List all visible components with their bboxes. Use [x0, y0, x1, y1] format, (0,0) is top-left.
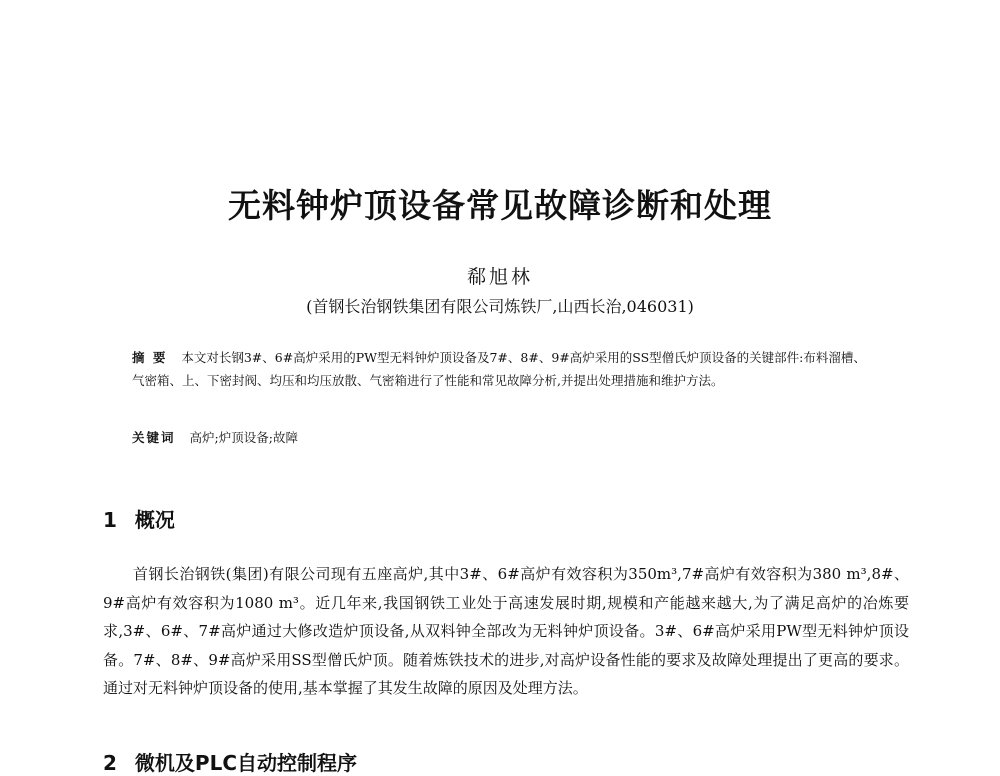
keywords-text: 高炉;炉顶设备;故障: [189, 430, 298, 445]
paper-title: 无料钟炉顶设备常见故障诊断和处理: [228, 186, 772, 225]
keywords-label: 关键词: [132, 430, 176, 445]
keywords: [132, 426, 872, 449]
section-number: 1: [103, 508, 117, 532]
abstract-text: 本文对长钢3#、6#高炉采用的PW型无料钟炉顶设备及7#、8#、9#高炉采用的SS型僧氏炉顶设备的关键部件:布料溜槽、气密箱、上、下密封阀、均压和均压放散、气密箱进行了性能和常见故障分析,并提出处理措施和维护方法。: [132, 350, 866, 388]
abstract-label: 摘 要: [132, 350, 168, 365]
section-number: 2: [103, 751, 117, 775]
author-affiliation: (首钢长治钢铁集团有限公司炼铁厂,山西长治,046031): [306, 297, 694, 316]
author-name: 郗旭林: [466, 266, 533, 288]
section-paragraph: 首钢长治钢铁(集团)有限公司现有五座高炉,其中3#、6#高炉有效容积为350m³,7#高炉有效容积为380 m³,8#、9#高炉有效容积为1080 m³。近几年来,我国钢铁工业处于高速发展时期,规模和产能越来越大,为了满足高炉的冶炼要求,3#、6#、7#高炉通过大修改造炉顶设备,从双料钟全部改为无料钟炉顶设备。3#、6#高炉采用PW型无料钟炉顶设备。7#、8#、9#高炉采用SS型僧氏炉顶。随着炼铁技术的进步,对高炉设备性能的要求及故障处理提出了更高的要求。通过对无料钟炉顶设备的使用,基本掌握了其发生故障的原因及处理方法。: [103, 565, 909, 697]
section-title: 概况: [134, 508, 175, 532]
abstract: [132, 346, 872, 392]
section-heading-overview: [103, 504, 175, 533]
section-title: 微机及PLC自动控制程序: [134, 751, 358, 775]
section-heading-control: [103, 747, 357, 776]
